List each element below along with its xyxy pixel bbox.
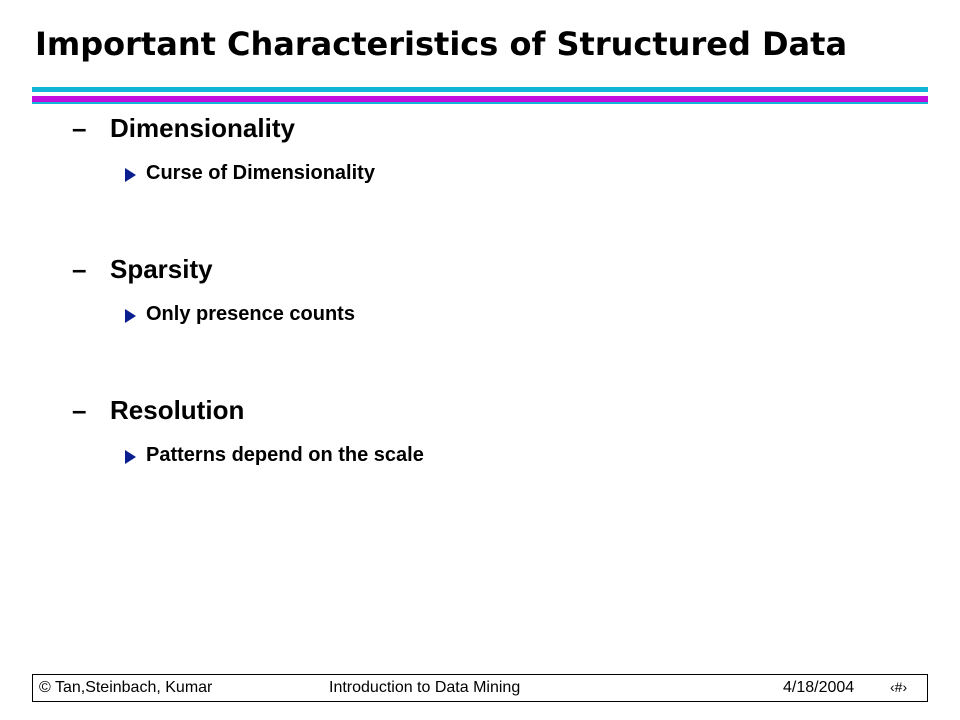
footer-authors: © Tan,Steinbach, Kumar: [39, 679, 213, 696]
footer-date: 4/18/2004: [783, 679, 855, 696]
diamond-bullet-icon: [125, 168, 136, 182]
bullet-heading: Dimensionality: [110, 113, 295, 143]
dash-marker: –: [72, 254, 87, 284]
sub-bullet-text: Curse of Dimensionality: [146, 162, 375, 184]
footer-course-title: Introduction to Data Mining: [329, 679, 521, 696]
diamond-bullet-icon: [125, 309, 136, 323]
dash-marker: –: [72, 395, 87, 425]
bullet-heading: Resolution: [110, 395, 245, 425]
dash-marker: –: [72, 113, 87, 143]
sub-bullet-text: Patterns depend on the scale: [146, 444, 424, 466]
diamond-bullet-icon: [125, 450, 136, 464]
slide-title: Important Characteristics of Structured Data: [35, 25, 848, 63]
bullet-heading: Sparsity: [110, 254, 213, 284]
sub-bullet-text: Only presence counts: [146, 303, 355, 325]
slide-footer: [32, 674, 928, 702]
footer-page-number: ‹#›: [890, 679, 908, 695]
